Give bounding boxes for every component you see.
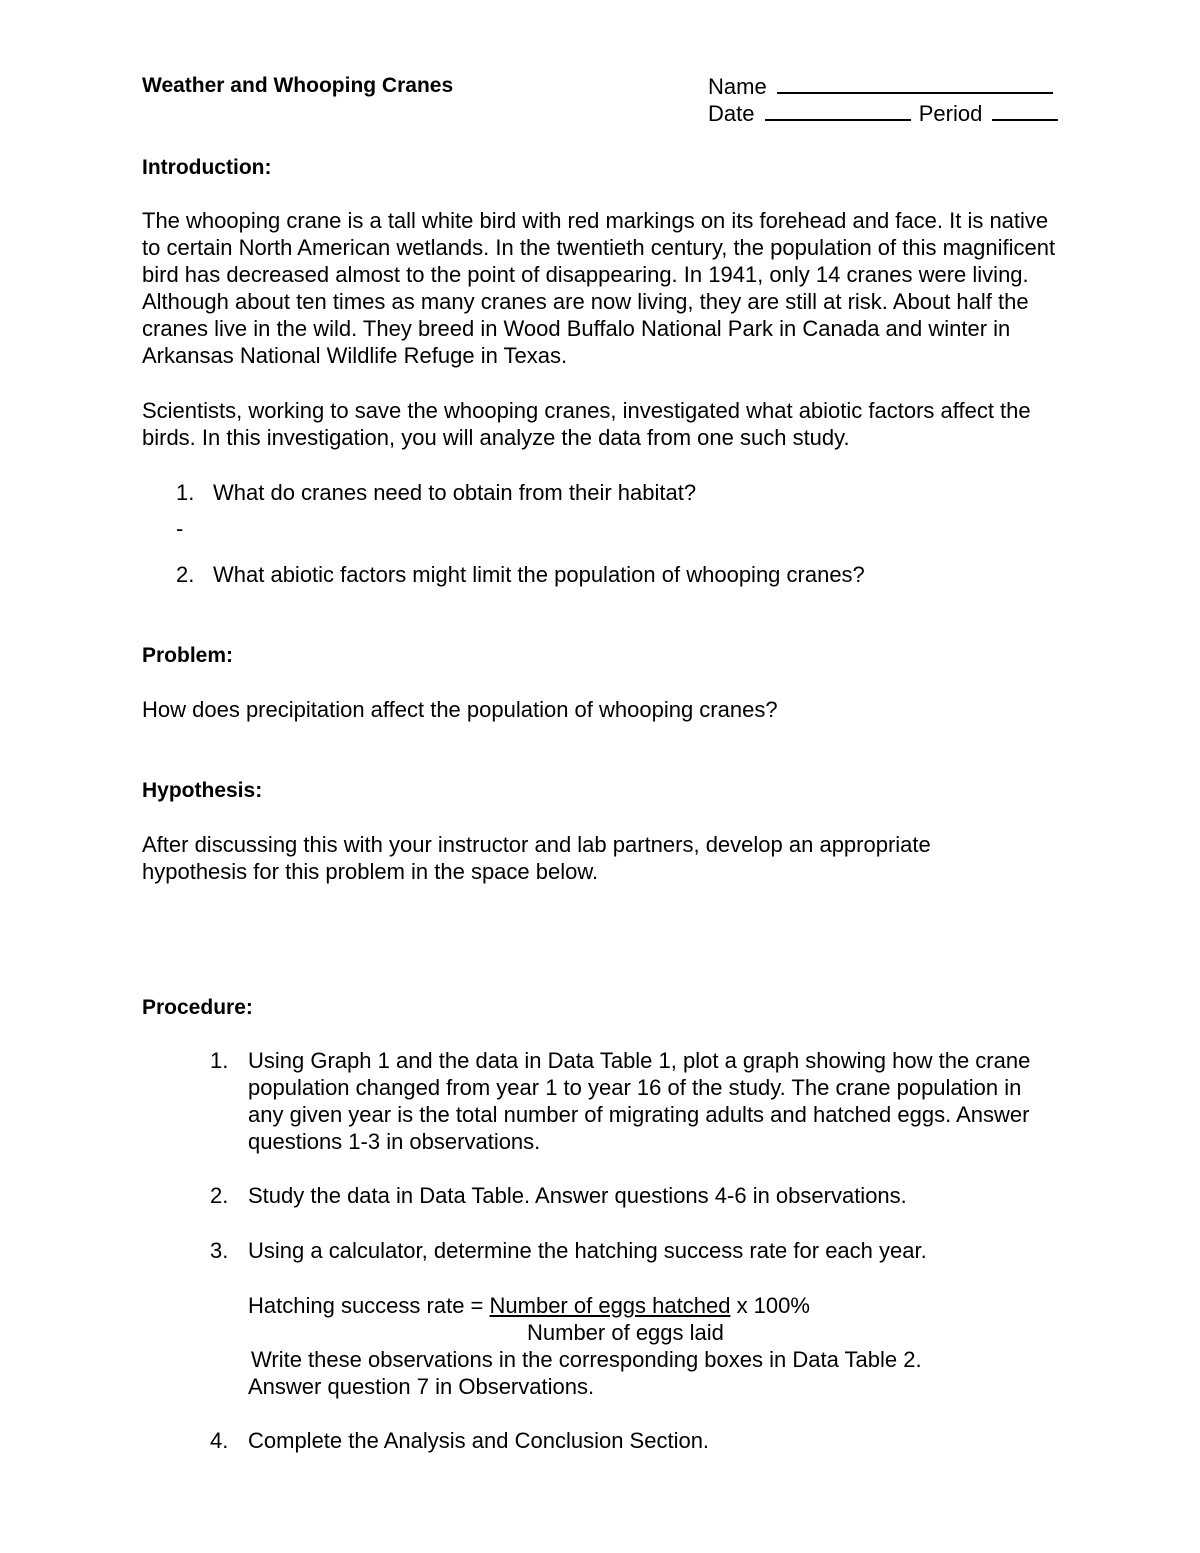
question-1-text: What do cranes need to obtain from their habitat?	[213, 480, 697, 505]
introduction-paragraph-1	[142, 207, 1072, 369]
procedure-step-3-number: 3.	[210, 1238, 229, 1263]
date-period-line	[708, 99, 1058, 127]
date-blank[interactable]	[765, 99, 911, 121]
problem-heading: Problem:	[142, 644, 234, 667]
question-2-text: What abiotic factors might limit the population of whooping cranes?	[213, 562, 865, 587]
introduction-text-2: Scientists, working to save the whooping cranes, investigated what abiotic factors affect the birds. In this investigation, you will analyze the data from one such study.	[142, 398, 1031, 450]
procedure-step-4-number: 4.	[210, 1428, 229, 1453]
worksheet-title: Weather and Whooping Cranes	[142, 74, 454, 97]
name-line	[708, 72, 1053, 100]
formula-multiplier: x 100%	[730, 1293, 810, 1318]
formula-denominator: Number of eggs laid	[527, 1320, 724, 1345]
answer-dash: -	[176, 516, 184, 541]
question-2-number: 2.	[176, 562, 195, 587]
procedure-step-3-text: Using a calculator, determine the hatching success rate for each year.	[248, 1238, 927, 1263]
name-label: Name	[708, 74, 767, 99]
introduction-text-1: The whooping crane is a tall white bird with red markings on its forehead and face. It is native to certain North American wetlands. In the twentieth century, the population of this magnificent bird has decreased almost to the point of disappearing. In 1941, only 14 cranes were living. Although about ten times as many cranes are now living, they are still at risk. About half the cranes live in the wild. They breed in Wood Buffalo National Park in Canada and winter in Arkansas National Wildlife Refuge in Texas.	[142, 208, 1056, 368]
name-blank[interactable]	[777, 72, 1053, 94]
period-label: Period	[918, 101, 983, 126]
procedure-step-4-text: Complete the Analysis and Conclusion Section.	[248, 1428, 710, 1453]
formula-numerator: Number of eggs hatched	[489, 1293, 731, 1318]
introduction-heading: Introduction:	[142, 156, 272, 179]
question-1-number: 1.	[176, 480, 195, 505]
procedure-step-2-number: 2.	[210, 1183, 229, 1208]
formula-note-2: Answer question 7 in Observations.	[248, 1374, 595, 1399]
formula-note-1: Write these observations in the corresponding boxes in Data Table 2.	[251, 1347, 922, 1372]
hatching-formula	[248, 1292, 810, 1319]
procedure-step-2-text: Study the data in Data Table. Answer questions 4-6 in observations.	[248, 1183, 907, 1208]
introduction-paragraph-2	[142, 397, 1072, 451]
problem-text: How does precipitation affect the population of whooping cranes?	[142, 697, 778, 722]
procedure-step-1-number: 1.	[210, 1048, 229, 1073]
hypothesis-heading: Hypothesis:	[142, 779, 263, 802]
date-label: Date	[708, 101, 755, 126]
procedure-heading: Procedure:	[142, 996, 253, 1019]
procedure-step-1-text: Using Graph 1 and the data in Data Table 1, plot a graph showing how the crane population changed from year 1 to year 16 of the study. The crane population in any given year is the total number of migrating adults and hatched eggs. Answer questions 1-3 in observations.	[248, 1048, 1031, 1154]
formula-lhs: Hatching success rate =	[248, 1293, 490, 1318]
period-blank[interactable]	[992, 99, 1058, 121]
hypothesis-text: After discussing this with your instructor and lab partners, develop an appropriate hypothesis for this problem in the space below.	[142, 832, 931, 884]
